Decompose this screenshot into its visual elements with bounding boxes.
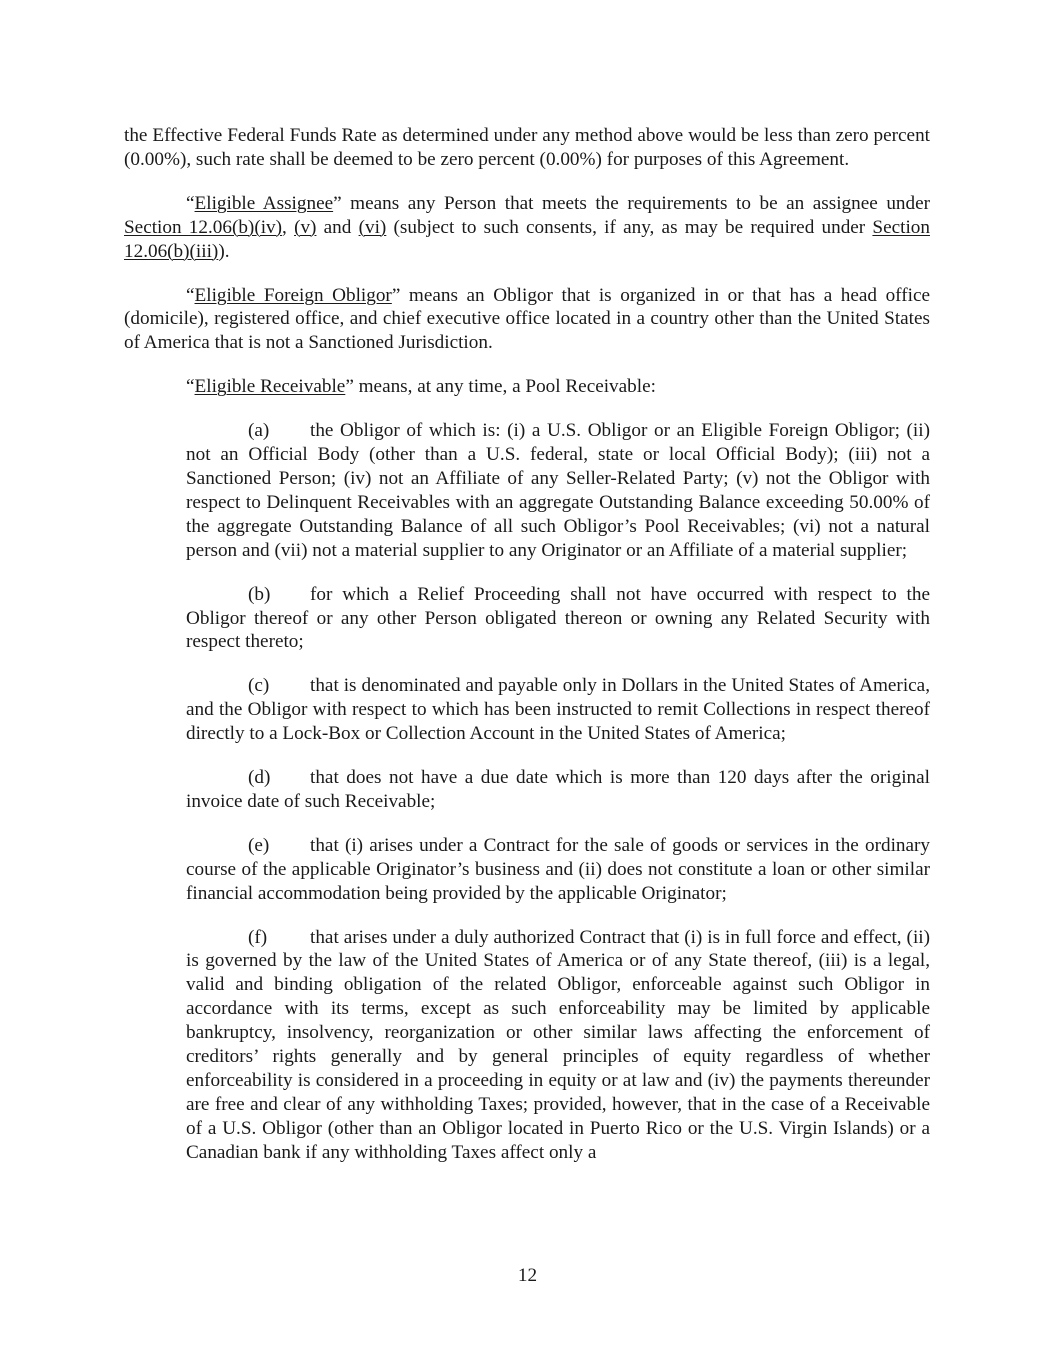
open-quote: “ bbox=[186, 192, 195, 214]
closing-text: ). bbox=[218, 240, 230, 262]
separator: , bbox=[282, 216, 295, 238]
item-text: that does not have a due date which is more than 120 days after the original invoice date of such Receivable; bbox=[186, 767, 930, 812]
list-item bbox=[186, 834, 930, 906]
item-text: that is denominated and payable only in Dollars in the United States of America, and the Obligor with respect to which has been instructed to remit Collections in respect thereof directly to a Lock-Box or Collection Account in the United States of America; bbox=[186, 675, 930, 745]
item-label: (c) bbox=[248, 675, 270, 697]
section-reference: (v) bbox=[294, 216, 317, 238]
item-label: (b) bbox=[248, 583, 271, 605]
list-item bbox=[186, 674, 930, 746]
section-reference: Section 12.06(b)(iii) bbox=[124, 216, 930, 262]
continuation-paragraph: the Effective Federal Funds Rate as determined under any method above would be less than zero percent (0.00%), such rate shall be deemed to be zero percent (0.00%) for purposes of this Agreement. bbox=[124, 125, 930, 170]
definition-eligible-assignee bbox=[124, 192, 930, 264]
item-text: that arises under a duly authorized Contract that (i) is in full force and effect, (ii) is governed by the law of the United States of America or of any State thereof, (iii) is a legal, valid and binding obligation of the related Obligor, enforceable against such Obligor in accordance with its terms, except as such enforceability may be limited by applicable bankruptcy, insolvency, reorganization or other similar laws affecting the enforcement of creditors’ rights generally and by general principles of equity regardless of whether enforceability is considered in a proceeding in equity or at law and (iv) the payments thereunder are free and clear of any withholding Taxes; provided, however, that in the case of a Receivable of a U.S. Obligor (other than an Obligor located in Puerto Rico or the U.S. Virgin Islands) or a Canadian bank if any withholding Taxes affect only a bbox=[186, 926, 930, 1163]
definition-eligible-foreign-obligor bbox=[124, 284, 930, 356]
list-item bbox=[186, 419, 930, 562]
definition-text: ” means, at any time, a Pool Receivable: bbox=[345, 376, 656, 398]
open-quote: “ bbox=[186, 284, 195, 306]
page-number: 12 bbox=[517, 1265, 538, 1286]
item-label: (e) bbox=[248, 834, 270, 856]
document-page bbox=[124, 124, 930, 1165]
defined-term: Eligible Assignee bbox=[194, 192, 334, 214]
definition-eligible-receivable bbox=[124, 375, 930, 399]
item-text: for which a Relief Proceeding shall not have occurred with respect to the Obligor thereof or any other Person obligated thereon or owning any Related Security with respect thereto; bbox=[186, 583, 930, 653]
definition-text: ” means an Obligor that is organized in or that has a head office (domicile), registered office, and chief executive office located in a country other than the United States of America that is not a Sanctioned Jurisdiction. bbox=[124, 284, 930, 354]
item-label: (a) bbox=[248, 420, 270, 442]
defined-term: Eligible Foreign Obligor bbox=[194, 284, 392, 306]
definition-text: ” means any Person that meets the requirements to be an assignee under bbox=[333, 192, 931, 214]
item-label: (d) bbox=[248, 767, 271, 789]
open-quote: “ bbox=[186, 376, 195, 398]
item-text: the Obligor of which is: (i) a U.S. Obligor or an Eligible Foreign Obligor; (ii) not an Official Body (other than a U.S. federal, state or local Official Body); (iii) not a Sanctioned Person; (iv) not an Affiliate of any Seller-Related Party; (v) not the Obligor with respect to Delinquent Receivables with an aggregate Outstanding Balance exceeding 50.00% of the aggregate Outstanding Balance of all such Obligor’s Pool Receivables; (vi) not a natural person and (vii) not a material supplier to any Originator or an Affiliate of a material supplier; bbox=[186, 420, 930, 561]
separator: and bbox=[316, 216, 359, 238]
defined-term: Eligible Receivable bbox=[194, 376, 346, 398]
list-item bbox=[186, 766, 930, 814]
section-reference: (vi) bbox=[358, 216, 387, 238]
item-label: (f) bbox=[248, 926, 268, 948]
section-reference: Section 12.06(b)(iv) bbox=[124, 216, 283, 238]
item-text: that (i) arises under a Contract for the sale of goods or services in the ordinary course of the applicable Originator’s business and (ii) does not constitute a loan or other similar financial accommodation being provided by the applicable Originator; bbox=[186, 834, 930, 904]
list-item bbox=[186, 926, 930, 1165]
definition-text: (subject to such consents, if any, as may be required under bbox=[386, 216, 873, 238]
list-item bbox=[186, 583, 930, 655]
